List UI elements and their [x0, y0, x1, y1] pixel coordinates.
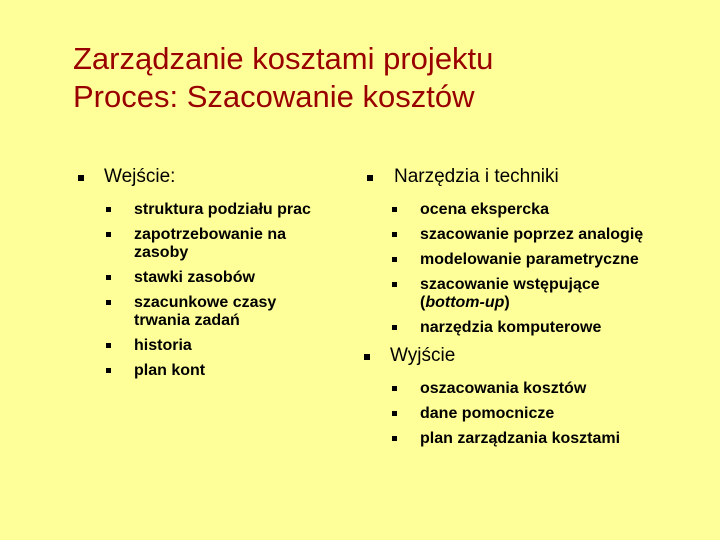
square-bullet-icon: [392, 207, 397, 212]
square-bullet-icon: [106, 232, 111, 237]
list-item-text: plan kont: [134, 362, 206, 379]
square-bullet-icon: [106, 343, 111, 348]
square-bullet-icon: [392, 232, 397, 237]
list-item-text: dane pomocnicze: [420, 405, 555, 422]
output-heading-label: Wyjście: [390, 345, 456, 366]
list-item-text: szacowanie poprzez analogię: [420, 226, 644, 243]
bottom-up-note: (bottom-up): [420, 294, 510, 311]
list-item-text: historia: [134, 337, 192, 354]
square-bullet-icon: [106, 368, 111, 373]
input-item-resource-requirements: [106, 226, 304, 262]
input-list: [76, 201, 346, 380]
square-bullet-icon: [392, 282, 397, 287]
square-bullet-icon: [106, 275, 111, 280]
output-item-cost-management-plan: [392, 430, 712, 448]
list-item-text: ocena ekspercka: [420, 201, 549, 218]
square-bullet-icon: [106, 300, 111, 305]
square-bullet-icon: [392, 386, 397, 391]
input-item-duration-estimates: [106, 294, 304, 330]
list-item-text: szacowanie wstępujące: [420, 276, 600, 293]
title-line-1: Zarządzanie kosztami projektu: [73, 41, 494, 76]
square-bullet-icon: [364, 354, 370, 360]
list-item-text: plan zarządzania kosztami: [420, 430, 621, 447]
tools-item-parametric: [392, 251, 712, 269]
tools-item-expert-judgment: [392, 201, 712, 219]
tools-item-software: [392, 319, 712, 337]
list-item-text: modelowanie parametryczne: [420, 251, 639, 268]
left-column: [76, 165, 346, 387]
square-bullet-icon: [392, 325, 397, 330]
list-item-text: narzędzia komputerowe: [420, 319, 602, 336]
tools-list: [362, 201, 712, 337]
bottom-up-note-text: bottom-up: [425, 294, 505, 311]
output-item-supporting-detail: [392, 405, 712, 423]
output-item-cost-estimates: [392, 380, 712, 398]
list-item-text: struktura podziału prac: [134, 201, 311, 218]
tools-item-analogous: [392, 226, 712, 244]
list-item-text: stawki zasobów: [134, 269, 255, 286]
output-list: [362, 380, 712, 448]
input-heading-label: Wejście:: [104, 166, 176, 187]
input-item-resource-rates: [106, 269, 346, 287]
title-line-2: Proces: Szacowanie kosztów: [73, 79, 475, 114]
input-item-wbs: [106, 201, 346, 219]
list-item-text: szacunkowe czasy trwania zadań: [134, 294, 277, 329]
tools-item-bottom-up: [392, 276, 712, 312]
tools-heading-label: Narzędzia i techniki: [394, 166, 559, 187]
slide-title: [73, 40, 493, 116]
right-column: [362, 165, 712, 455]
tools-heading: [362, 165, 712, 189]
square-bullet-icon: [392, 436, 397, 441]
output-heading: [362, 344, 712, 368]
list-item-text: zapotrzebowanie na zasoby: [134, 226, 287, 261]
square-bullet-icon: [392, 411, 397, 416]
square-bullet-icon: [106, 207, 111, 212]
input-heading: [76, 165, 346, 189]
input-item-chart-of-accounts: [106, 362, 346, 380]
list-item-text: oszacowania kosztów: [420, 380, 587, 397]
input-item-history: [106, 337, 346, 355]
square-bullet-icon: [78, 175, 84, 181]
square-bullet-icon: [392, 257, 397, 262]
square-bullet-icon: [367, 175, 373, 181]
